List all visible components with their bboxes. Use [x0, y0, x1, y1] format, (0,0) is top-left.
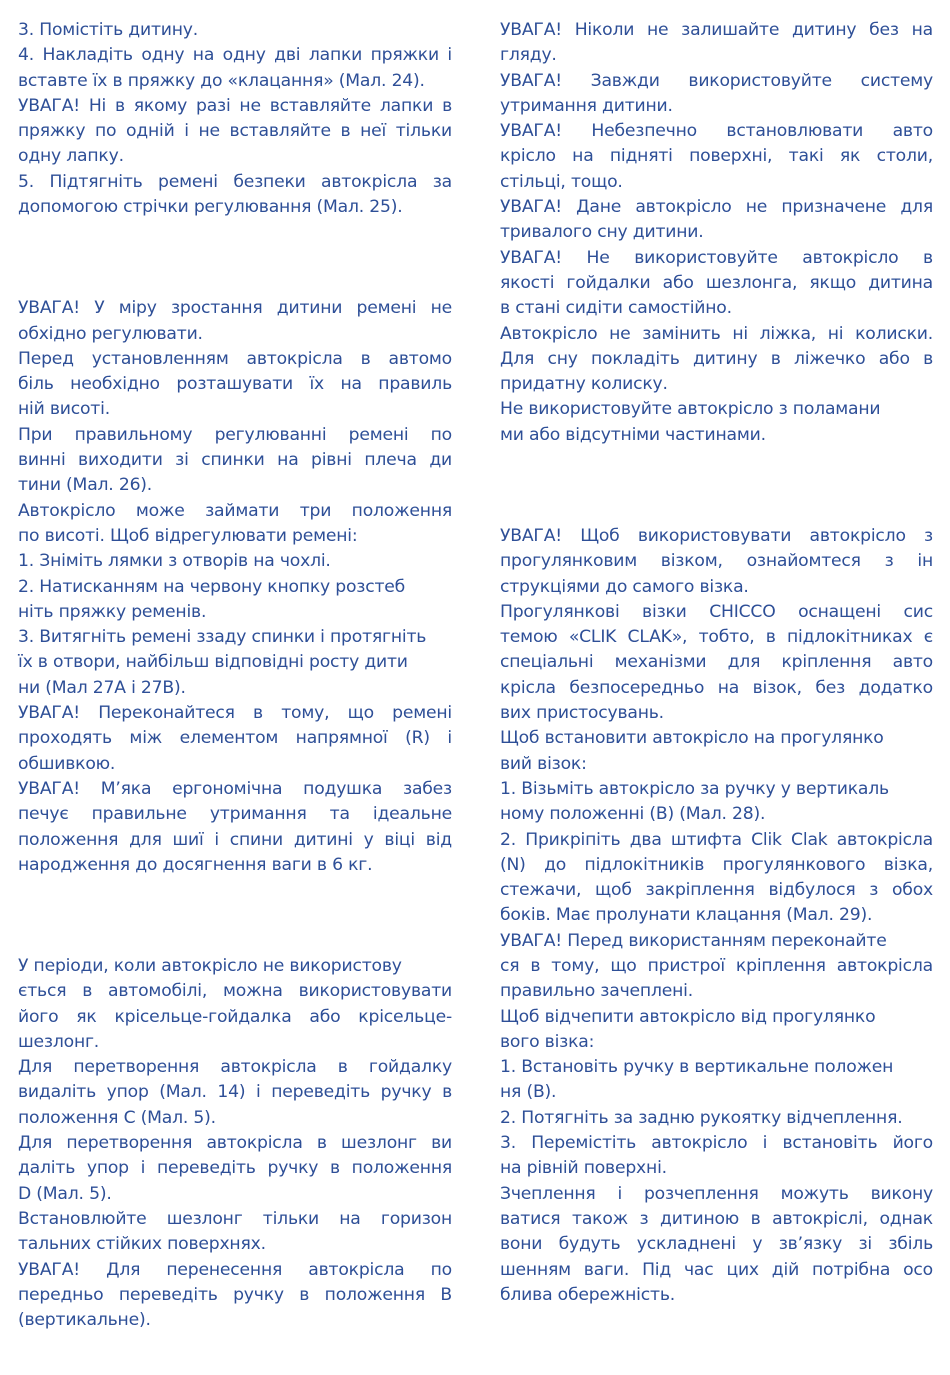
text-line: D (Мал. 5). — [18, 1183, 112, 1204]
text-line: УВАГА! Не використовуйте автокрісло в — [500, 247, 933, 268]
text-line: положення для шиї і спини дитині у віці від — [18, 829, 452, 850]
right-text-column — [500, 18, 933, 1308]
text-line: 1. Зніміть лямки з отворів на чохлі. — [18, 551, 331, 572]
text-line: Щоб відчепити автокрісло від прогулянко — [500, 1006, 876, 1027]
text-line: Встановлюйте шезлонг тільки на горизон — [18, 1208, 452, 1229]
text-line: передньо переведіть ручку в положення В — [18, 1284, 452, 1305]
text-line: обшивкою. — [18, 753, 116, 774]
text-line: вони будуть ускладнені у зв’язку зі збіль — [500, 1234, 933, 1255]
text-line: вставте їх в пряжку до «клацання» (Мал. 24). — [18, 70, 425, 91]
text-line: 2. Потягніть за задню рукоятку відчеплення. — [500, 1107, 903, 1128]
text-line: винні виходити зі спинки на рівні плеча ди — [18, 450, 452, 471]
text-line: вий візок: — [500, 753, 587, 774]
text-line: ній висоті. — [18, 399, 110, 420]
text-line: 3. Перемістіть автокрісло і встановіть його — [500, 1133, 933, 1154]
text-line: тини (Мал. 26). — [18, 475, 153, 496]
text-line: ному положенні (B) (Мал. 28). — [500, 804, 766, 825]
text-line: Для сну покладіть дитину в ліжечко або в — [500, 348, 933, 369]
text-line: спеціальні механізми для кріплення авто — [500, 652, 933, 673]
text-line: 2. Натисканням на червону кнопку розстеб — [18, 576, 406, 597]
text-line: 5. Підтягніть ремені безпеки автокрісла за — [18, 171, 452, 192]
text-line: Для перетворення автокрісла в шезлонг ви — [18, 1133, 452, 1154]
text-line: УВАГА! Перед використанням переконайте — [500, 930, 887, 951]
text-line: УВАГА! Ні в якому разі не вставляйте лапки в — [18, 95, 452, 116]
text-line: УВАГА! У міру зростання дитини ремені не — [18, 298, 452, 319]
text-line: ніть пряжку ременів. — [18, 601, 207, 622]
text-line: крісло на підняті поверхні, такі як столи, — [500, 146, 933, 167]
text-line: боків. Має пролунати клацання (Мал. 29). — [500, 905, 873, 926]
text-line: печує правильне утримання та ідеальне — [18, 804, 452, 825]
text-line: вого візка: — [500, 1031, 595, 1052]
text-line: (N) до підлокітників прогулянкового візка, — [500, 854, 933, 875]
text-line: правильно зачеплені. — [500, 981, 693, 1002]
left-text-column — [18, 18, 452, 1333]
text-line: пряжку по одній і не вставляйте в неї тільки — [18, 121, 452, 142]
text-line: Зчеплення і розчеплення можуть викону — [500, 1183, 933, 1204]
text-line: Щоб встановити автокрісло на прогулянко — [500, 728, 884, 749]
text-line: УВАГА! Завжди використовуйте систему — [500, 70, 933, 91]
text-line: Не використовуйте автокрісло з поламани — [500, 399, 881, 420]
text-line: ється в автомобілі, можна використовувати — [18, 981, 452, 1002]
text-line: 2. Прикріпіть два штифта Clik Clak автокрісла — [500, 829, 933, 850]
text-line: блива обережність. — [500, 1284, 676, 1305]
text-line: вих пристосувань. — [500, 703, 664, 724]
text-line: тальних стійких поверхнях. — [18, 1234, 266, 1255]
text-line: одну лапку. — [18, 146, 124, 167]
text-line: положення С (Мал. 5). — [18, 1107, 216, 1128]
text-line: даліть упор і переведіть ручку в положення — [18, 1158, 452, 1179]
text-line: 3. Витягніть ремені ззаду спинки і протягніть — [18, 627, 427, 648]
text-line: народження до досягнення ваги в 6 кг. — [18, 854, 373, 875]
text-line: придатну колиску. — [500, 374, 668, 395]
text-line: видаліть упор (Мал. 14) і переведіть ручку в — [18, 1082, 452, 1103]
text-line: темою «CLIK CLAK», тобто, в підлокітниках є — [500, 627, 933, 648]
text-line: по висоті. Щоб відрегулювати ремені: — [18, 525, 358, 546]
text-line: на рівній поверхні. — [500, 1158, 667, 1179]
text-line: Автокрісло не замінить ні ліжка, ні колиски. — [500, 323, 933, 344]
paragraph-gap — [18, 878, 452, 954]
text-line: стільці, тощо. — [500, 171, 623, 192]
text-line: біль необхідно розташувати їх на правиль — [18, 374, 452, 395]
text-line: утримання дитини. — [500, 95, 673, 116]
text-line: гляду. — [500, 45, 557, 66]
text-line: УВАГА! Переконайтеся в тому, що ремені — [18, 703, 452, 724]
text-line: УВАГА! Дане автокрісло не призначене для — [500, 197, 933, 218]
text-line: УВАГА! М’яка ергономічна подушка забез — [18, 778, 452, 799]
text-line: ватися також з дитиною в автокріслі, однак — [500, 1208, 933, 1229]
text-line: УВАГА! Щоб використовувати автокрісло з — [500, 525, 933, 546]
text-line: УВАГА! Небезпечно встановлювати авто — [500, 121, 933, 142]
text-line: в стані сидіти самостійно. — [500, 298, 732, 319]
text-line: ся в тому, що пристрої кріплення автокрісла — [500, 955, 933, 976]
text-line: Автокрісло може займати три положення — [18, 500, 452, 521]
text-line: Для перетворення автокрісла в гойдалку — [18, 1057, 452, 1078]
text-line: 1. Встановіть ручку в вертикальне положен — [500, 1057, 894, 1078]
text-line: ня (B). — [500, 1082, 557, 1103]
text-line: При правильному регулюванні ремені по — [18, 424, 452, 445]
text-line: прогулянковим візком, ознайомтеся з ін — [500, 551, 933, 572]
text-line: їх в отвори, найбільш відповідні росту дити — [18, 652, 408, 673]
text-line: УВАГА! Ніколи не залишайте дитину без на — [500, 20, 933, 40]
text-line: ми або відсутніми частинами. — [500, 424, 766, 445]
text-line: 1. Візьміть автокрісло за ручку у вертикаль — [500, 778, 889, 799]
text-line: якості гойдалки або шезлонга, якщо дитина — [500, 272, 933, 293]
text-line: Перед установленням автокрісла в автомо — [18, 348, 452, 369]
text-line: струкціями до самого візка. — [500, 576, 749, 597]
text-line: У періоди, коли автокрісло не використову — [18, 955, 402, 976]
text-line: 3. Помістіть дитину. — [18, 20, 198, 40]
text-line: (вертикальне). — [18, 1310, 151, 1331]
text-line: шенням ваги. Під час цих дій потрібна осо — [500, 1259, 933, 1280]
text-line: його як крісельце-гойдалка або крісельце- — [18, 1006, 452, 1027]
text-line: УВАГА! Для перенесення автокрісла по — [18, 1259, 452, 1280]
text-line: шезлонг. — [18, 1031, 100, 1052]
paragraph-gap — [500, 448, 933, 524]
text-line: 4. Накладіть одну на одну дві лапки пряжки і — [18, 45, 452, 66]
text-line: обхідно регулювати. — [18, 323, 203, 344]
text-line: ни (Мал 27А і 27В). — [18, 677, 186, 698]
text-line: Прогулянкові візки CHICCO оснащені сис — [500, 601, 933, 622]
paragraph-gap — [18, 220, 452, 296]
text-line: стежачи, щоб закріплення відбулося з обох — [500, 880, 933, 901]
text-line: крісла безпосередньо на візок, без додатко — [500, 677, 933, 698]
text-line: тривалого сну дитини. — [500, 222, 704, 243]
text-line: допомогою стрічки регулювання (Мал. 25). — [18, 197, 403, 218]
text-line: проходять між елементом напрямної (R) і — [18, 728, 452, 749]
